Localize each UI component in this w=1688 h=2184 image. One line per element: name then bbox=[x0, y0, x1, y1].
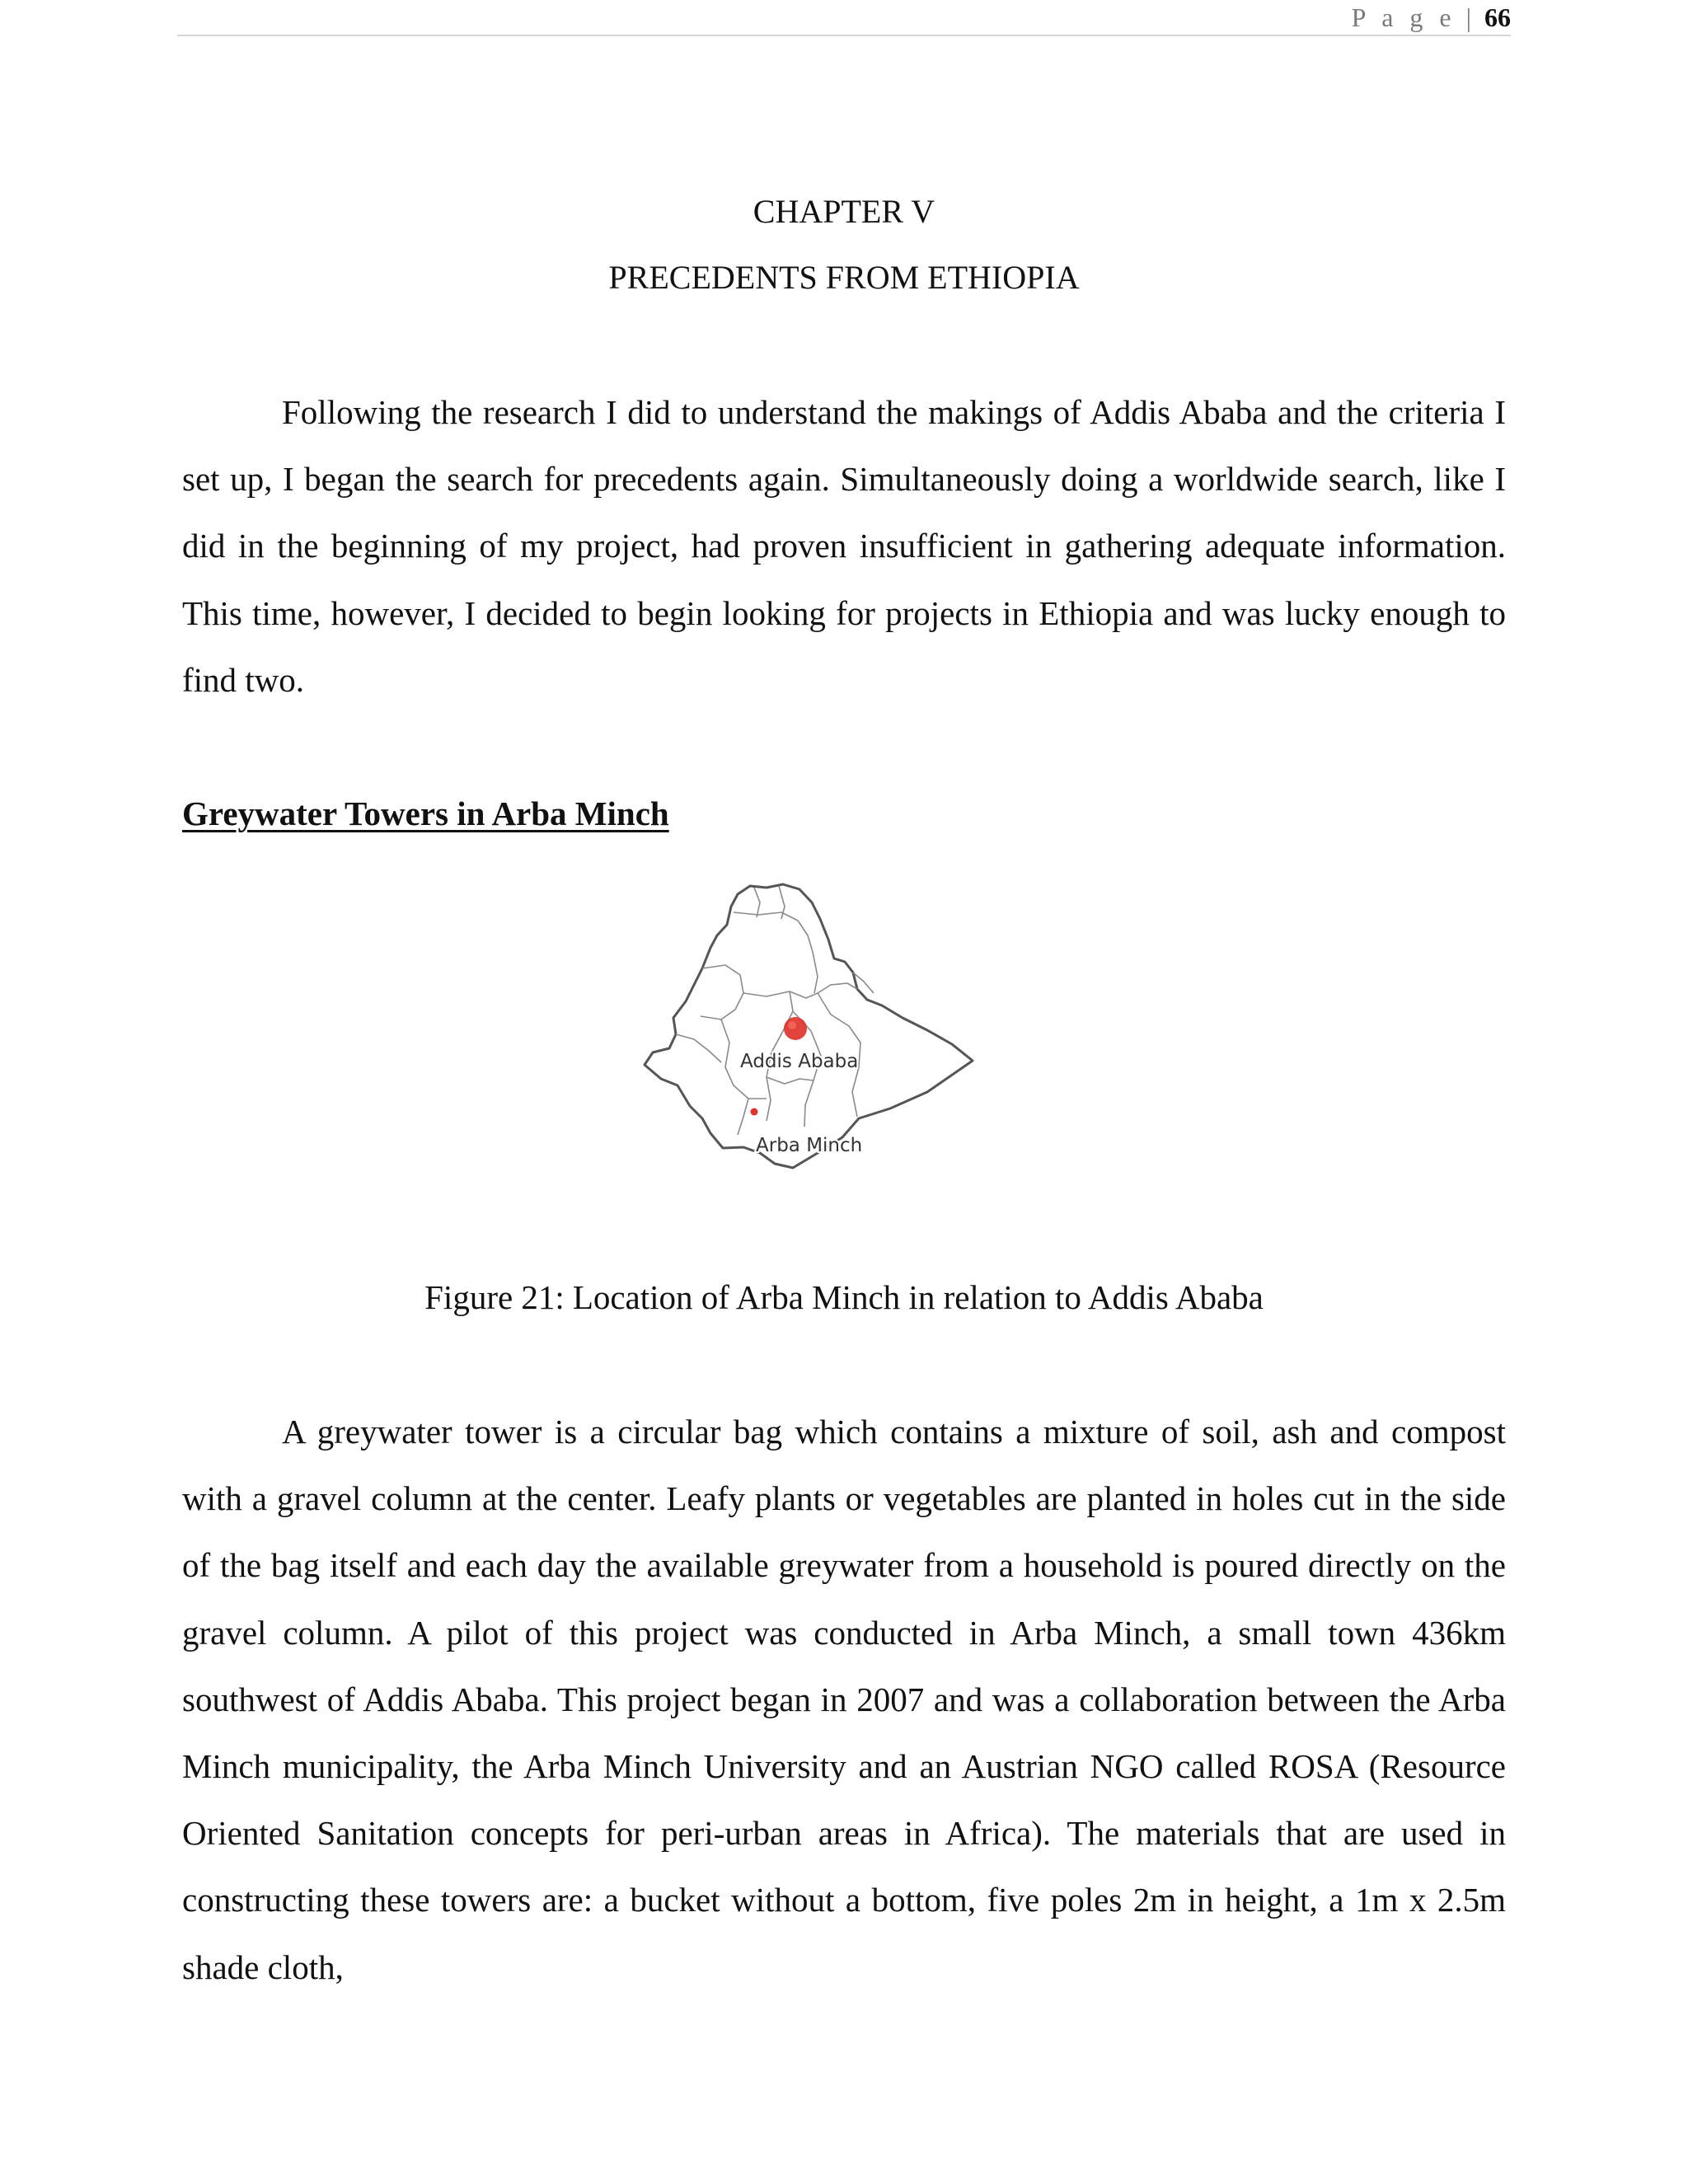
figure-caption-label: Figure 21: bbox=[424, 1278, 565, 1316]
addis-ababa-marker bbox=[784, 1017, 807, 1040]
figure-caption bbox=[0, 1276, 1688, 1319]
page-number: 66 bbox=[1484, 2, 1511, 32]
ethiopia-map-figure bbox=[643, 869, 1055, 1199]
chapter-number: CHAPTER V bbox=[753, 193, 935, 230]
ethiopia-map bbox=[643, 869, 1055, 1199]
addis-ababa-label: Addis Ababa bbox=[740, 1051, 859, 1072]
body-paragraph: A greywater tower is a circular bag which contains a mixture of soil, ash and compost with a gravel column at the center. Leafy plants or vegetables are planted in holes cut in the side of the bag itself and each day the available greywater from a household is poured directly on the gravel column. A pilot of this project was conducted in Arba Minch, a small town 436km southwest of Addis Ababa. This project began in 2007 and was a collaboration between the Arba Minch municipality, the Arba Minch University and an Austrian NGO called ROSA (Resource Oriented Sanitation concepts for peri-urban areas in Africa). The materials that are used in constructing these towers are: a bucket without a bottom, five poles 2m in height, a 1m x 2.5m shade cloth, bbox=[182, 1413, 1506, 1986]
arba-minch-marker bbox=[751, 1108, 758, 1116]
addis-ababa-marker-highlight bbox=[788, 1021, 796, 1029]
arba-minch-label: Arba Minch bbox=[756, 1135, 863, 1156]
section-heading: Greywater Towers in Arba Minch bbox=[182, 794, 669, 832]
chapter-title: PRECEDENTS FROM ETHIOPIA bbox=[608, 259, 1080, 296]
ethiopia-outline bbox=[645, 884, 973, 1168]
intro-paragraph: Following the research I did to understand the makings of Addis Ababa and the criteria I set up, I began the search for precedents again. Simultaneously doing a worldwide search, like I did in the beginning of my project, had proven insufficient in gathering adequate information. This time, however, I decided to begin looking for projects in Ethiopia and was lucky enough to find two. bbox=[182, 393, 1506, 699]
page-label: P a g e bbox=[1351, 2, 1456, 32]
figure-caption-text: Location of Arba Minch in relation to Addis Ababa bbox=[572, 1278, 1264, 1316]
page-header bbox=[177, 0, 1511, 36]
page-separator: | bbox=[1465, 2, 1471, 32]
